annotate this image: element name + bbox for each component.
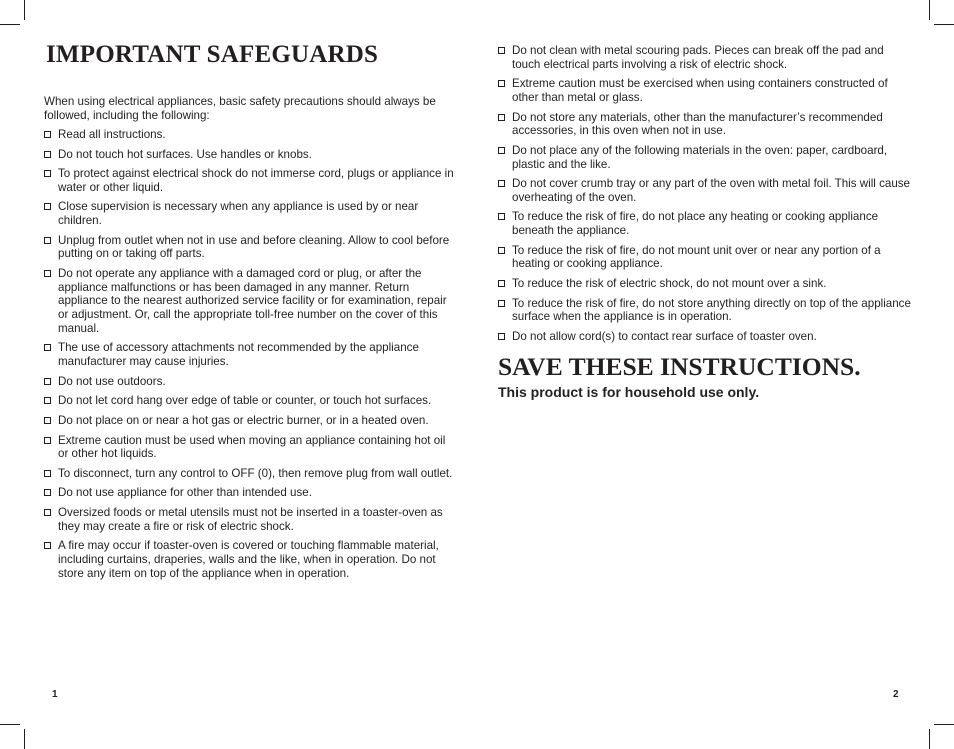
save-instructions-heading: SAVE THESE INSTRUCTIONS. (498, 352, 861, 381)
safeguard-item-text: Do not clean with metal scouring pads. Pieces can break off the pad and touch electrical parts involving a risk of electric shock. (512, 44, 884, 71)
checkbox-bullet-icon (44, 470, 51, 477)
safeguard-item-text: Do not store any materials, other than the manufacturer’s recommended accessories, in this oven when not in use. (512, 110, 883, 138)
safeguard-item (44, 375, 454, 389)
checkbox-bullet-icon (44, 489, 51, 496)
safeguards-heading: IMPORTANT SAFEGUARDS (46, 41, 379, 68)
safeguard-item-text: Extreme caution must be used when moving an appliance containing hot oil or other hot liquids. (58, 433, 446, 461)
safeguard-item (44, 167, 454, 194)
safeguard-item (44, 434, 454, 461)
checkbox-bullet-icon (44, 237, 51, 244)
safeguard-item-text: Do not use appliance for other than intended use. (58, 486, 312, 500)
safeguard-item (44, 467, 454, 481)
checkbox-bullet-icon (44, 378, 51, 385)
safeguard-item (498, 210, 913, 237)
safeguard-item-text: Do not allow cord(s) to contact rear surface of toaster oven. (512, 329, 817, 343)
checkbox-bullet-icon (44, 397, 51, 404)
safeguard-item (498, 44, 913, 71)
safeguard-item-text: Do not use outdoors. (58, 374, 166, 388)
safeguard-item-text: Oversized foods or metal utensils must not be inserted in a toaster-oven as they may create a fire or risk of electric shock. (58, 506, 443, 533)
safeguard-item (498, 277, 913, 291)
page-number-left: 1 (52, 689, 58, 700)
safeguard-item (44, 506, 454, 533)
safeguard-item (44, 539, 454, 580)
safeguard-item-text: To reduce the risk of fire, do not place any heating or cooking appliance beneath the appliance. (512, 210, 879, 238)
checkbox-bullet-icon (44, 417, 51, 424)
intro-paragraph: When using electrical appliances, basic safety precautions should always be followed, including the following: (44, 95, 436, 122)
safeguard-item (498, 244, 913, 271)
safeguard-item-text: Read all instructions. (58, 128, 166, 141)
safeguard-item-text: Do not operate any appliance with a damaged cord or plug, or after the appliance malfunctions or has been damaged in any manner. Return appliance to the nearest authorized service facility or for examination, repair or adjustment. Or, call the appropriate toll-free number on the cover of this manual. (58, 267, 447, 335)
safeguard-item (498, 177, 913, 204)
checkbox-bullet-icon (498, 47, 505, 54)
safeguard-item (44, 341, 454, 368)
safeguard-item-text: To reduce the risk of electric shock, do not mount over a sink. (512, 277, 827, 291)
safeguard-item (498, 297, 913, 324)
safeguard-item-text: Do not place any of the following materials in the oven: paper, cardboard, plastic and the like. (512, 143, 888, 171)
checkbox-bullet-icon (498, 180, 505, 187)
safeguard-item-text: To protect against electrical shock do not immerse cord, plugs or appliance in water or other liquid. (58, 167, 454, 194)
safeguard-item (44, 486, 454, 500)
safeguard-item-text: Do not touch hot surfaces. Use handles or knobs. (58, 147, 312, 161)
safeguard-item (44, 148, 454, 162)
safeguard-item-text: Unplug from outlet when not in use and before cleaning. Allow to cool before putting on or taking off parts. (58, 233, 450, 261)
safeguard-item (44, 234, 454, 261)
checkbox-bullet-icon (44, 203, 51, 210)
safeguards-list-right (498, 44, 913, 350)
checkbox-bullet-icon (44, 509, 51, 516)
safeguard-item-text: Extreme caution must be exercised when using containers constructed of other than metal or glass. (512, 77, 888, 104)
safeguard-item-text: A fire may occur if toaster-oven is covered or touching flammable material, including curtains, draperies, walls and the like, when in operation. Do not store any item on top of the appliance when in operation. (58, 539, 439, 580)
safeguard-item (498, 111, 913, 138)
checkbox-bullet-icon (498, 280, 505, 287)
safeguard-item (498, 144, 913, 171)
checkbox-bullet-icon (498, 333, 505, 340)
safeguards-list-left (44, 128, 454, 586)
safeguard-item (498, 77, 913, 104)
safeguard-item-text: To reduce the risk of fire, do not store anything directly on top of the appliance surface when the appliance is in operation. (512, 296, 911, 324)
safeguard-item-text: Do not cover crumb tray or any part of the oven with metal foil. This will cause overheating of the oven. (512, 177, 911, 204)
safeguard-item (44, 200, 454, 227)
safeguard-item (44, 394, 454, 408)
checkbox-bullet-icon (44, 344, 51, 351)
checkbox-bullet-icon (44, 170, 51, 177)
safeguard-item-text: Close supervision is necessary when any appliance is used by or near children. (58, 200, 419, 228)
safeguard-item (44, 267, 454, 336)
safeguard-item-text: The use of accessory attachments not recommended by the appliance manufacturer may cause injuries. (58, 341, 419, 369)
checkbox-bullet-icon (498, 147, 505, 154)
safeguard-item-text: To reduce the risk of fire, do not mount unit over or near any portion of a heating or cooking appliance. (512, 243, 881, 271)
safeguard-item-text: To disconnect, turn any control to OFF (0), then remove plug from wall outlet. (58, 466, 453, 480)
checkbox-bullet-icon (44, 437, 51, 444)
safeguard-item-text: Do not let cord hang over edge of table or counter, or touch hot surfaces. (58, 394, 432, 408)
checkbox-bullet-icon (498, 247, 505, 254)
household-use-note: This product is for household use only. (498, 384, 760, 400)
page-number-right: 2 (893, 689, 899, 700)
checkbox-bullet-icon (498, 300, 505, 307)
checkbox-bullet-icon (44, 151, 51, 158)
safeguard-item (498, 330, 913, 344)
checkbox-bullet-icon (498, 114, 505, 121)
safeguard-item-text: Do not place on or near a hot gas or electric burner, or in a heated oven. (58, 413, 429, 427)
checkbox-bullet-icon (44, 131, 51, 138)
checkbox-bullet-icon (44, 270, 51, 277)
checkbox-bullet-icon (498, 213, 505, 220)
safeguard-item (44, 128, 454, 142)
checkbox-bullet-icon (44, 542, 51, 549)
safeguard-item (44, 414, 454, 428)
checkbox-bullet-icon (498, 80, 505, 87)
